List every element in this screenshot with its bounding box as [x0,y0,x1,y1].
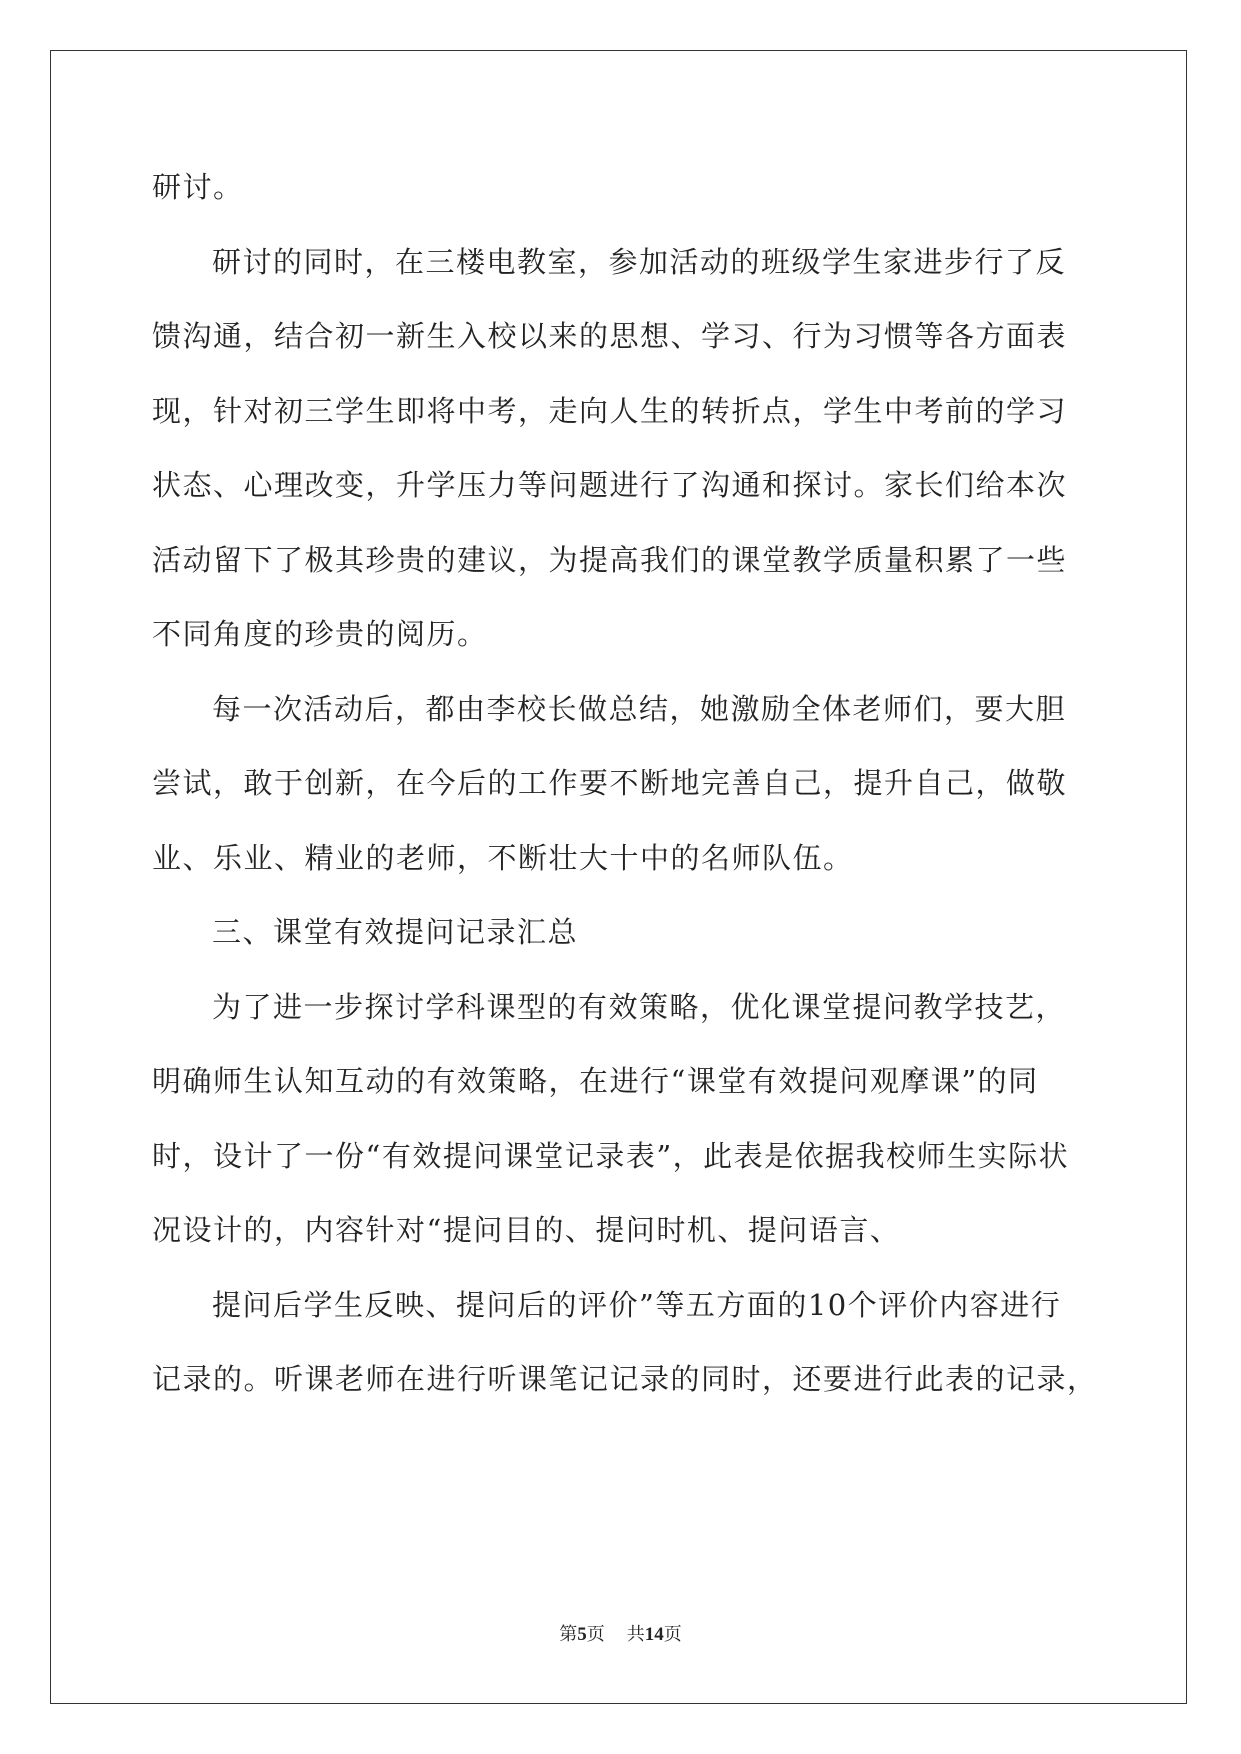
document-body [152,150,1098,1417]
text-line: 提问后学生反映、提问后的评价”等五方面的10个评价内容进行 [212,1287,1062,1322]
footer-page-prefix: 第 [559,1624,578,1645]
text-line: 研讨。 [152,170,244,204]
footer-total-pages: 14 [644,1624,664,1645]
text-line: 状态、心理改变，升学压力等问题进行了沟通和探讨。家长们给本次 [152,468,1068,502]
text-line: 业、乐业、精业的老师，不断壮大十中的名师队伍。 [152,840,854,875]
text-line: 明确师生认知互动的有效策略，在进行“课堂有效提问观摩课”的同 [152,1064,1039,1098]
text-line: 每一次活动后，都由李校长做总结，她激励全体老师们，要大胆 [212,691,1067,726]
text-line: 时，设计了一份“有效提问课堂记录表”，此表是依据我校师生实际状 [152,1138,1070,1173]
text-line: 现，针对初三学生即将中考，走向人生的转折点，学生中考前的学习 [152,393,1068,428]
text-line: 活动留下了极其珍贵的建议，为提高我们的课堂教学质量积累了一些 [152,542,1068,577]
text-line: 尝试，敢于创新，在今后的工作要不断地完善自己，提升自己，做敬 [152,766,1068,800]
footer-total-suffix: 页 [663,1624,682,1645]
footer-total-prefix: 共 [626,1624,645,1645]
text-line: 记录的。听课老师在进行听课笔记记录的同时，还要进行此表的记录， [152,1362,1098,1396]
text-line: 研讨的同时，在三楼电教室，参加活动的班级学生家进步行了反 [212,244,1067,279]
footer-page-number: 5 [577,1624,587,1645]
text-line: 为了进一步探讨学科课型的有效策略，优化课堂提问教学技艺， [212,989,1067,1024]
section-heading: 三、课堂有效提问记录汇总 [212,915,579,949]
page-footer [0,1620,1241,1646]
text-line: 馈沟通，结合初一新生入校以来的思想、学习、行为习惯等各方面表 [152,319,1068,353]
text-line: 况设计的，内容针对“提问目的、提问时机、提问语言、 [152,1213,901,1247]
footer-page-suffix: 页 [586,1624,605,1645]
text-line: 不同角度的珍贵的阅历。 [152,617,488,651]
